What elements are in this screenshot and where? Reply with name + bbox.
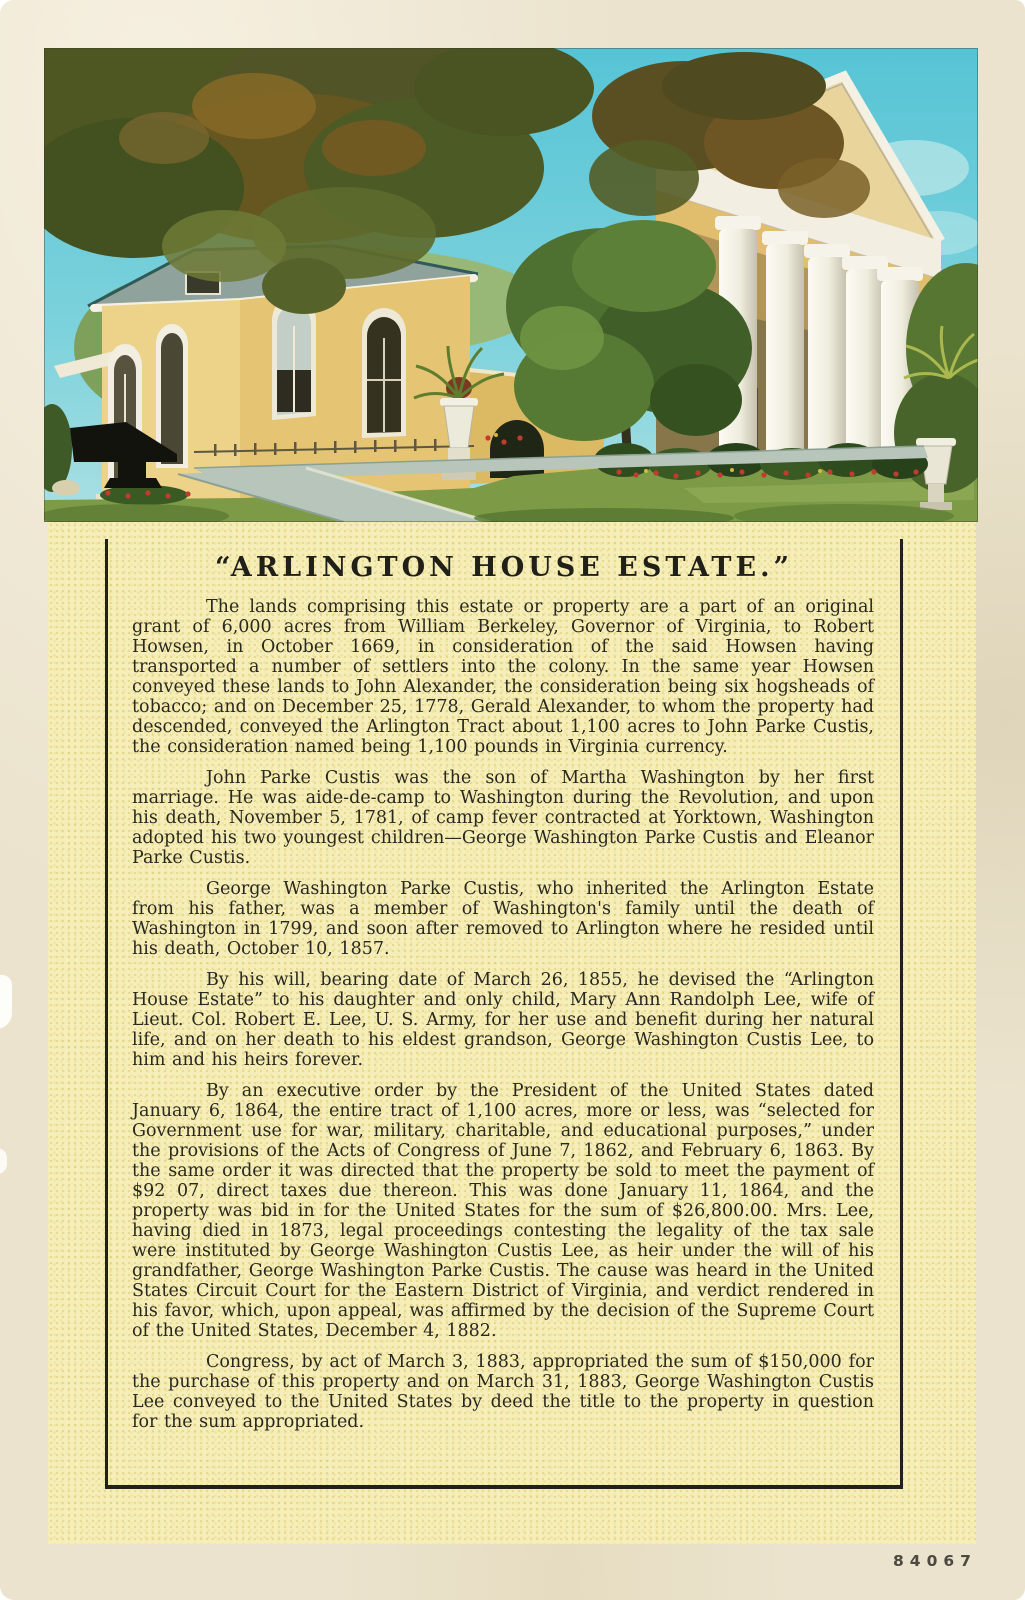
estate-photo <box>44 48 978 522</box>
postcard-paragraph: George Washington Parke Custis, who inherited the Arlington Estate from his father, was a member of Washington's family until the death of Washington in 1799, and soon after removed to Arlington where he resided until his death, October 10, 1857. <box>132 879 874 959</box>
arlington-house-illustration <box>44 48 978 522</box>
postcard-title: “ARLINGTON HOUSE ESTATE.” <box>214 552 794 583</box>
text-box <box>105 539 903 1489</box>
postcard-body <box>108 583 900 1432</box>
edge-wear <box>0 975 12 1029</box>
serial-number: 84067 <box>893 1552 977 1570</box>
postcard-paragraph: By an executive order by the President of the United States dated January 6, 1864, the entire tract of 1,100 acres, more or less, was “selected for Government use for war, military, charitable, and educational purposes,” under the provisions of the Acts of Congress of June 7, 1862, and February 6, 1863. By the same order it was directed that the property be sold to meet the payment of $92 07, direct taxes due thereon. This was done January 11, 1864, and the property was bid in for the United States for the sum of $26,800.00. Mrs. Lee, having died in 1873, legal proceedings contesting the legality of the tax sale were instituted by George Washington Custis Lee, as heir under the will of his grandfather, George Washington Parke Custis. The cause was heard in the United States Circuit Court for the Eastern District of Virginia, and verdict rendered in his favor, which, upon appeal, was affirmed by the decision of the Supreme Court of the United States, December 4, 1882. <box>132 1081 874 1341</box>
edge-wear <box>0 1148 7 1174</box>
postcard-paragraph: The lands comprising this estate or property are a part of an original grant of 6,000 acres from William Berkeley, Governor of Virginia, to Robert Howsen, in October 1669, in consideration of the said Howsen having transported a number of settlers into the colony. In the same year Howsen conveyed these lands to John Alexander, the consideration being six hogsheads of tobacco; and on December 25, 1778, Gerald Alexander, to whom the property had descended, conveyed the Arlington Tract about 1,100 acres to John Parke Custis, the consideration named being 1,100 pounds in Virginia currency. <box>132 597 874 757</box>
postcard-paragraph: John Parke Custis was the son of Martha Washington by her first marriage. He was aide-de-camp to Washington during the Revolution, and upon his death, November 5, 1781, of camp fever contracted at Yorktown, Washington adopted his two youngest children—George Washington Parke Custis and Eleanor Parke Custis. <box>132 768 874 868</box>
postcard-paragraph: By his will, bearing date of March 26, 1855, he devised the “Arlington House Estate” to his daughter and only child, Mary Ann Randolph Lee, wife of Lieut. Col. Robert E. Lee, U. S. Army, for her use and benefit during her natural life, and on her death to his eldest grandson, George Washington Custis Lee, to him and his heirs forever. <box>132 970 874 1070</box>
postcard-paragraph: Congress, by act of March 3, 1883, appropriated the sum of $150,000 for the purchase of this property and on March 31, 1883, George Washington Custis Lee conveyed to the United States by deed the title to the property in question for the sum appropriated. <box>132 1352 874 1432</box>
text-panel <box>48 522 976 1544</box>
